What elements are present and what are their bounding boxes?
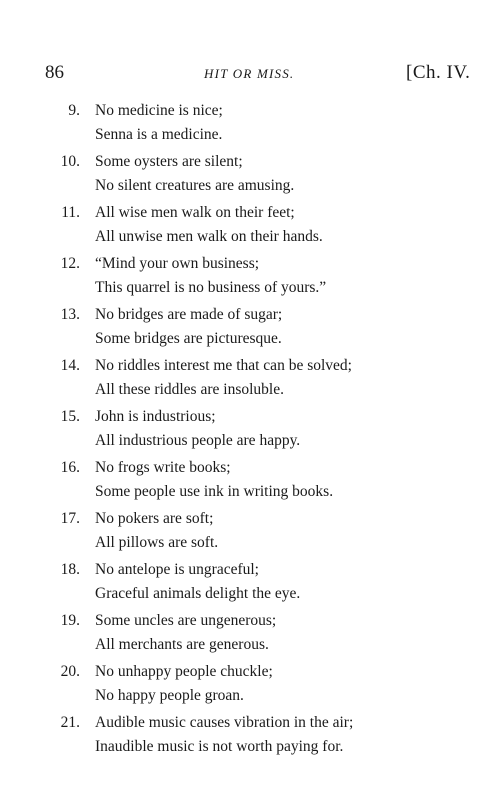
premise-1: No pokers are soft;: [95, 510, 214, 527]
item-number: 18.: [60, 561, 80, 578]
exercise-item: [0, 557, 490, 608]
premise-1: No medicine is nice;: [95, 102, 223, 119]
exercise-item: [0, 302, 490, 353]
premise-2: Some people use ink in writing books.: [95, 483, 334, 500]
exercise-item: [0, 404, 490, 455]
premise-2: Inaudible music is not worth paying for.: [95, 738, 344, 755]
item-number: 11.: [61, 204, 80, 221]
premise-2: Some bridges are picturesque.: [95, 330, 282, 347]
premise-2: No silent creatures are amusing.: [95, 177, 295, 194]
exercise-item: [0, 608, 490, 659]
premise-1: Audible music causes vibration in the air;: [95, 714, 354, 731]
premise-1: No unhappy people chuckle;: [95, 663, 273, 680]
page-header: [0, 62, 490, 90]
premise-1: No frogs write books;: [95, 459, 231, 476]
premise-2: All industrious people are happy.: [95, 432, 301, 449]
premise-2: Senna is a medicine.: [95, 126, 223, 143]
premise-2: This quarrel is no business of yours.”: [95, 279, 327, 296]
premise-1: “Mind your own business;: [95, 255, 260, 272]
premise-1: No bridges are made of sugar;: [95, 306, 283, 323]
exercise-item: [0, 251, 490, 302]
item-number: 19.: [60, 612, 80, 629]
exercise-item: [0, 455, 490, 506]
item-number: 14.: [60, 357, 80, 374]
page-number: 86: [45, 62, 64, 83]
chapter-label: [Ch. IV.: [406, 62, 471, 83]
exercise-item: [0, 506, 490, 557]
premise-2: All these riddles are insoluble.: [95, 381, 284, 398]
item-number: 21.: [60, 714, 80, 731]
premise-1: No riddles interest me that can be solved;: [95, 357, 352, 374]
premise-1: No antelope is ungraceful;: [95, 561, 259, 578]
item-number: 15.: [60, 408, 80, 425]
premise-2: No happy people groan.: [95, 687, 244, 704]
premise-1: John is industrious;: [95, 408, 216, 425]
item-number: 10.: [60, 153, 80, 170]
exercise-item: [0, 353, 490, 404]
premise-2: Graceful animals delight the eye.: [95, 585, 301, 602]
premise-2: All merchants are generous.: [95, 636, 269, 653]
premise-1: Some uncles are ungenerous;: [95, 612, 277, 629]
running-title: HIT OR MISS.: [204, 66, 295, 81]
item-number: 9.: [68, 102, 80, 119]
exercise-item: [0, 200, 490, 251]
exercise-item: [0, 149, 490, 200]
premise-2: All unwise men walk on their hands.: [95, 228, 323, 245]
item-number: 13.: [60, 306, 80, 323]
exercise-item: [0, 659, 490, 710]
item-number: 17.: [60, 510, 80, 527]
item-number: 12.: [60, 255, 80, 272]
item-number: 20.: [60, 663, 80, 680]
premise-2: All pillows are soft.: [95, 534, 219, 551]
exercise-list: [0, 98, 490, 761]
exercise-item: [0, 98, 490, 149]
item-number: 16.: [60, 459, 80, 476]
premise-1: All wise men walk on their feet;: [95, 204, 295, 221]
exercise-item: [0, 710, 490, 761]
premise-1: Some oysters are silent;: [95, 153, 243, 170]
